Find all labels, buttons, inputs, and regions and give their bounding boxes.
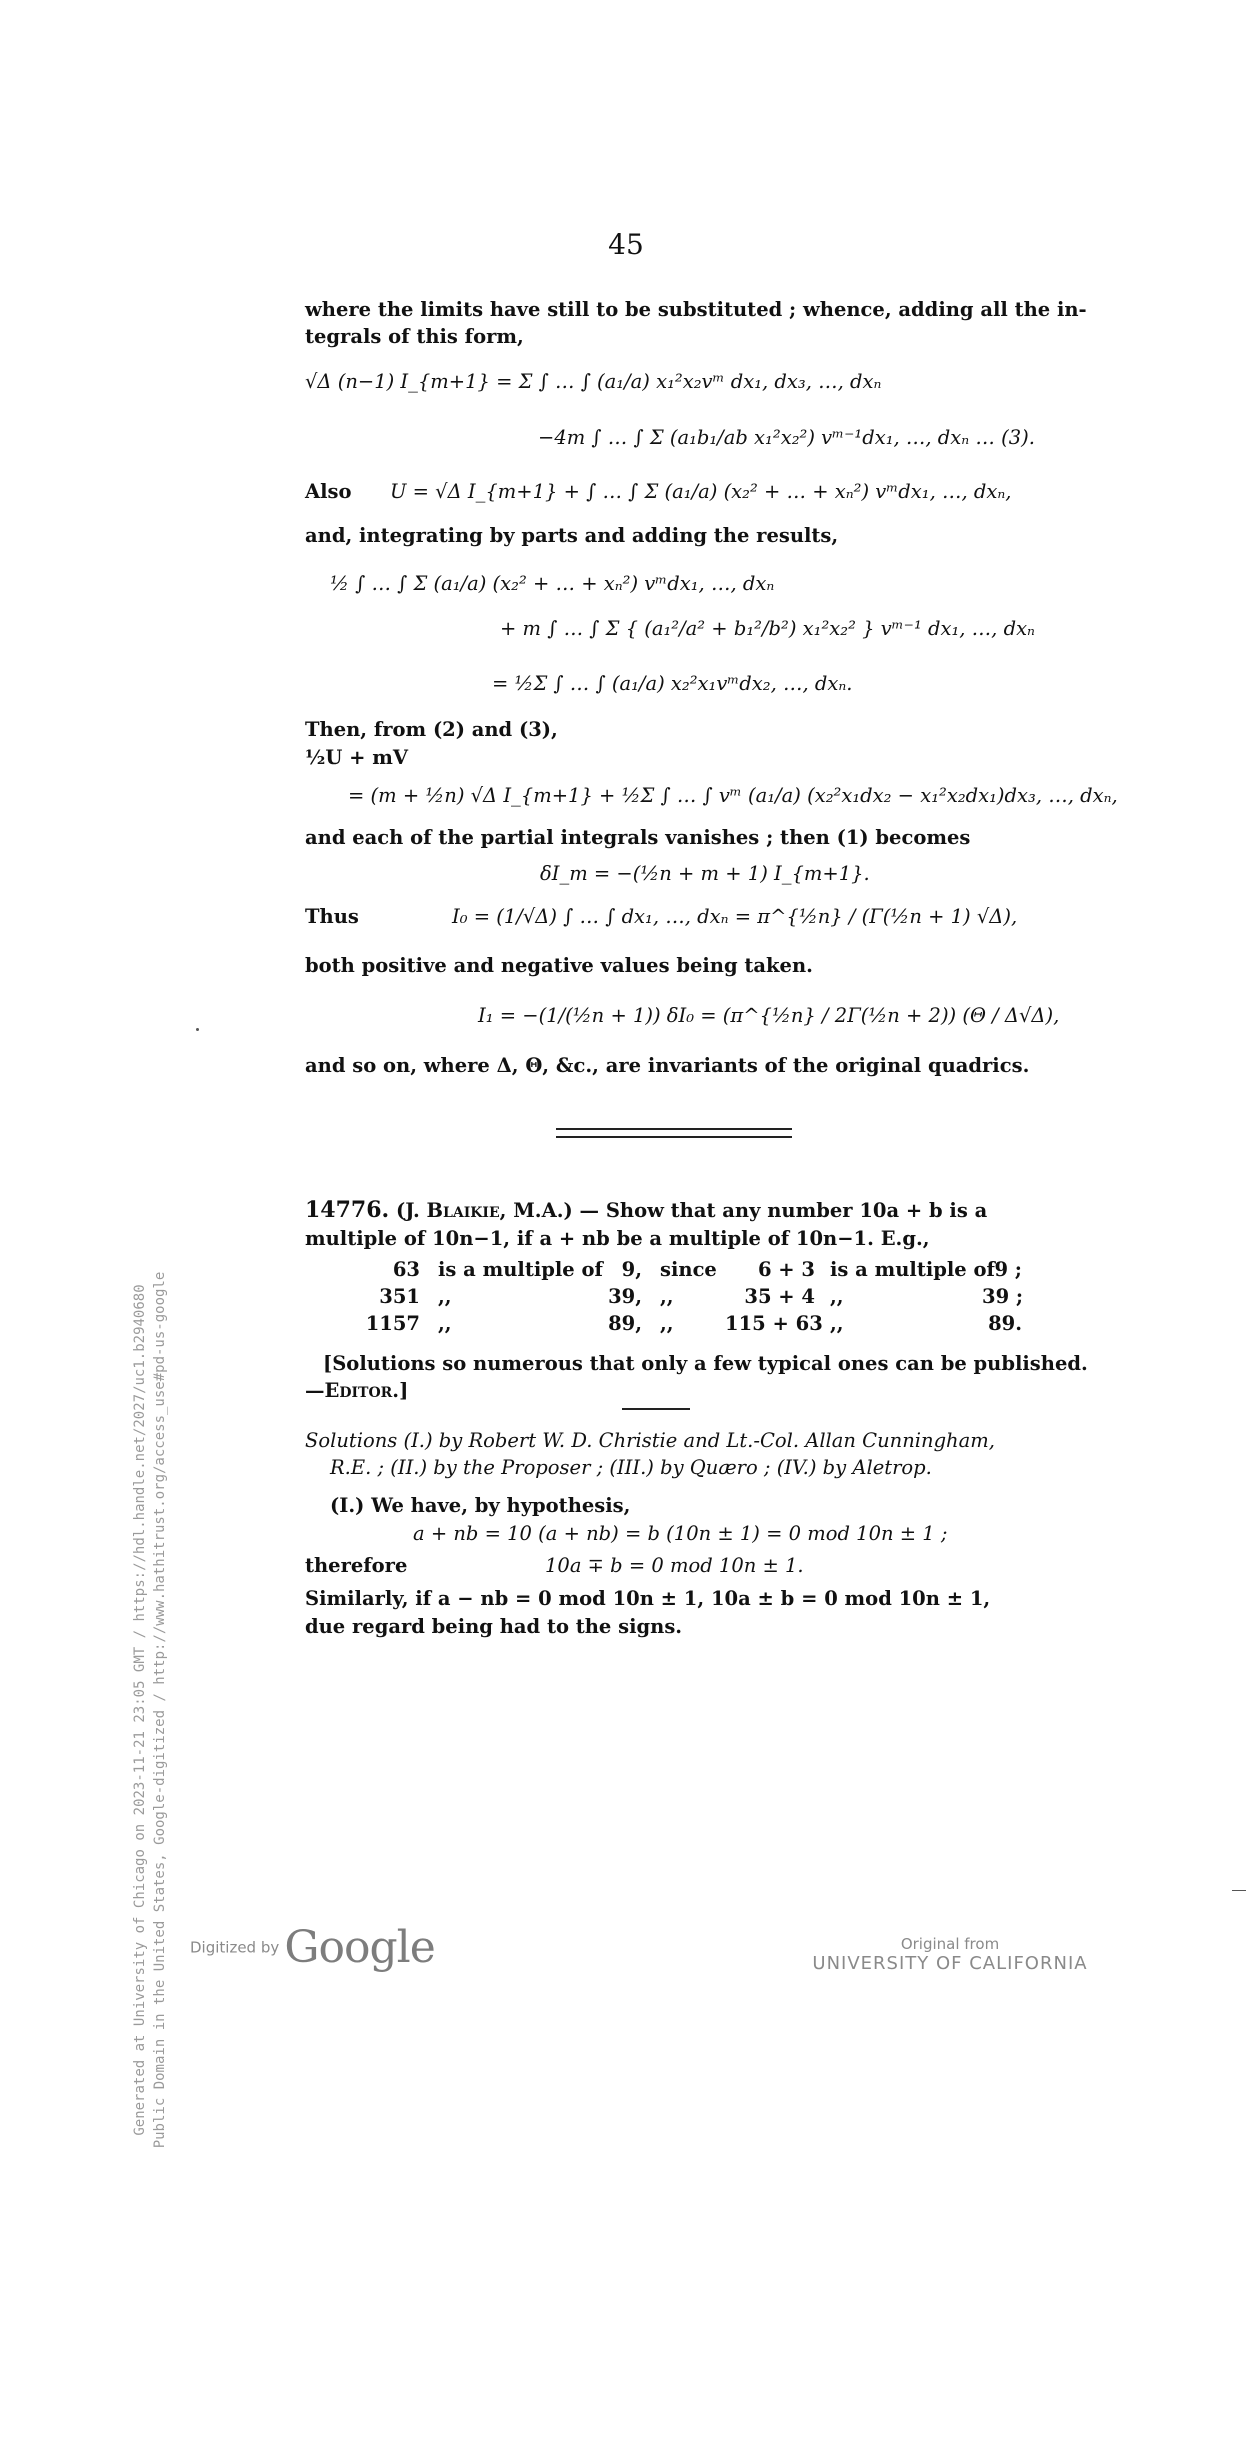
watermark-line-1: Generated at University of Chicago on 2023-11-21 23:05 GMT / https://hdl.handle.net/2027/uc1.b2940680 — [132, 1284, 148, 2136]
partial-integrals-text: and each of the partial integrals vanishes ; then (1) becomes — [305, 826, 971, 849]
example-row — [360, 1310, 1022, 1337]
problem-statement-rest: — Show that any number 10a + b is a — [579, 1199, 988, 1222]
editor-note-line-1: [Solutions so numerous that only a few typical ones can be published. — [323, 1352, 1088, 1375]
digitized-by-label: Digitized by — [190, 1938, 280, 1957]
example-cell: 6 + 3 — [757, 1258, 815, 1281]
example-cell: 39 ; — [982, 1285, 1024, 1308]
original-from-label: Original from — [900, 1935, 1000, 1953]
equation-2-line-3: = ½Σ ∫ … ∫ (a₁/a) x₂²x₁vᵐdx₂, …, dxₙ. — [492, 672, 853, 695]
example-cell: since — [660, 1258, 717, 1281]
separator-rule-bottom — [556, 1136, 792, 1138]
editor-note-line-2: —Editor.] — [305, 1379, 409, 1402]
problem-statement-line-1 — [305, 1197, 987, 1224]
problem-author: (J. Blaikie, M.A.) — [396, 1199, 573, 1222]
intro-line-2: tegrals of this form, — [305, 325, 524, 348]
thus-label: Thus — [305, 905, 359, 928]
example-row — [360, 1283, 1024, 1310]
page-number: 45 — [608, 228, 644, 261]
example-cell: ,, — [660, 1285, 674, 1308]
equation-3-line-1: ½U + mV — [305, 746, 409, 769]
due-regard-line: due regard being had to the signs. — [305, 1615, 683, 1638]
solutions-credits-line-2: R.E. ; (II.) by the Proposer ; (III.) by Quæro ; (IV.) by Aletrop. — [330, 1456, 932, 1479]
also-label: Also — [305, 480, 352, 503]
equation-6: I₁ = −(1/(½n + 1)) δI₀ = (π^{½n} / 2Γ(½n + 2)) (Θ / Δ√Δ), — [478, 1004, 1060, 1027]
solution-intro: (I.) We have, by hypothesis, — [330, 1494, 631, 1517]
equation-3-line-2: = (m + ½n) √Δ I_{m+1} + ½Σ ∫ … ∫ vᵐ (a₁/a) (x₂²x₁dx₂ − x₁²x₂dx₁)dx₃, …, dxₙ, — [348, 784, 1118, 807]
example-cell: ,, — [438, 1312, 452, 1335]
solution-equation-2: 10a ∓ b = 0 mod 10n ± 1. — [545, 1554, 804, 1577]
both-values-text: both positive and negative values being taken. — [305, 954, 813, 977]
example-cell: 39, — [608, 1285, 642, 1308]
example-cell: is a multiple of — [438, 1258, 603, 1281]
example-cell: 9, — [621, 1258, 642, 1281]
equation-2-line-1: ½ ∫ … ∫ Σ (a₁/a) (x₂² + … + xₙ²) vᵐdx₁, …, dxₙ — [330, 572, 775, 595]
edge-mark — [1232, 1890, 1246, 1891]
then-text: Then, from (2) and (3), — [305, 718, 558, 741]
example-cell: ,, — [438, 1285, 452, 1308]
university-name: UNIVERSITY OF CALIFORNIA — [812, 1953, 1088, 1974]
equation-1-line-2: −4m ∫ … ∫ Σ (a₁b₁/ab x₁²x₂²) vᵐ⁻¹dx₁, …, dxₙ … (3). — [538, 426, 1035, 449]
google-logo: Google — [284, 1922, 435, 1973]
separator-rule-top — [556, 1128, 792, 1130]
example-cell: ,, — [830, 1312, 844, 1335]
examples-table — [360, 1256, 1024, 1337]
example-cell: 89, — [608, 1312, 642, 1335]
original-from — [800, 1935, 1100, 1974]
example-cell: 115 + 63 — [725, 1312, 823, 1335]
example-cell: 35 + 4 — [744, 1285, 815, 1308]
short-rule — [622, 1408, 690, 1410]
example-cell: 89. — [988, 1312, 1022, 1335]
similarly-line: Similarly, if a − nb = 0 mod 10n ± 1, 10a ± b = 0 mod 10n ± 1, — [305, 1587, 991, 1610]
example-cell: 63 — [392, 1258, 420, 1281]
integrating-text: and, integrating by parts and adding the results, — [305, 524, 839, 547]
equation-2-line-2: + m ∫ … ∫ Σ { (a₁²/a² + b₁²/b²) x₁²x₂² } vᵐ⁻¹ dx₁, …, dxₙ — [500, 617, 1035, 640]
digitized-by-google — [190, 1922, 435, 1973]
example-cell: 351 — [379, 1285, 420, 1308]
example-cell: ,, — [830, 1285, 844, 1308]
example-cell: 1157 — [365, 1312, 420, 1335]
example-cell: is a multiple of — [830, 1258, 995, 1281]
watermark-line-2: Public Domain in the United States, Google-digitized / http://www.hathitrust.org/access_use#pd-us-google — [152, 1271, 168, 2149]
so-on-text: and so on, where Δ, Θ, &c., are invariants of the original quadrics. — [305, 1054, 1030, 1077]
equation-4: δI_m = −(½n + m + 1) I_{m+1}. — [540, 862, 870, 885]
example-cell: ,, — [660, 1312, 674, 1335]
hathitrust-watermark — [130, 960, 170, 2460]
problem-number: 14776. — [305, 1197, 390, 1223]
equation-5: I₀ = (1/√Δ) ∫ … ∫ dx₁, …, dxₙ = π^{½n} / (Γ(½n + 1) √Δ), — [452, 905, 1018, 928]
equation-1-line-1: √Δ (n−1) I_{m+1} = Σ ∫ … ∫ (a₁/a) x₁²x₂vᵐ dx₁, dx₃, …, dxₙ — [305, 370, 882, 393]
solutions-credits-line-1: Solutions (I.) by Robert W. D. Christie and Lt.-Col. Allan Cunningham, — [305, 1429, 995, 1452]
intro-line-1: where the limits have still to be substituted ; whence, adding all the in- — [305, 298, 1087, 321]
solution-equation-1: a + nb = 10 (a + nb) = b (10n ± 1) = 0 mod 10n ± 1 ; — [413, 1522, 948, 1545]
problem-statement-line-2: multiple of 10n−1, if a + nb be a multiple of 10n−1. E.g., — [305, 1227, 930, 1250]
stray-mark — [196, 1028, 199, 1031]
equation-also: U = √Δ I_{m+1} + ∫ … ∫ Σ (a₁/a) (x₂² + … + xₙ²) vᵐdx₁, …, dxₙ, — [390, 480, 1012, 503]
therefore-label: therefore — [305, 1554, 408, 1577]
example-cell: 9 ; — [994, 1258, 1022, 1281]
example-row — [360, 1256, 1022, 1283]
